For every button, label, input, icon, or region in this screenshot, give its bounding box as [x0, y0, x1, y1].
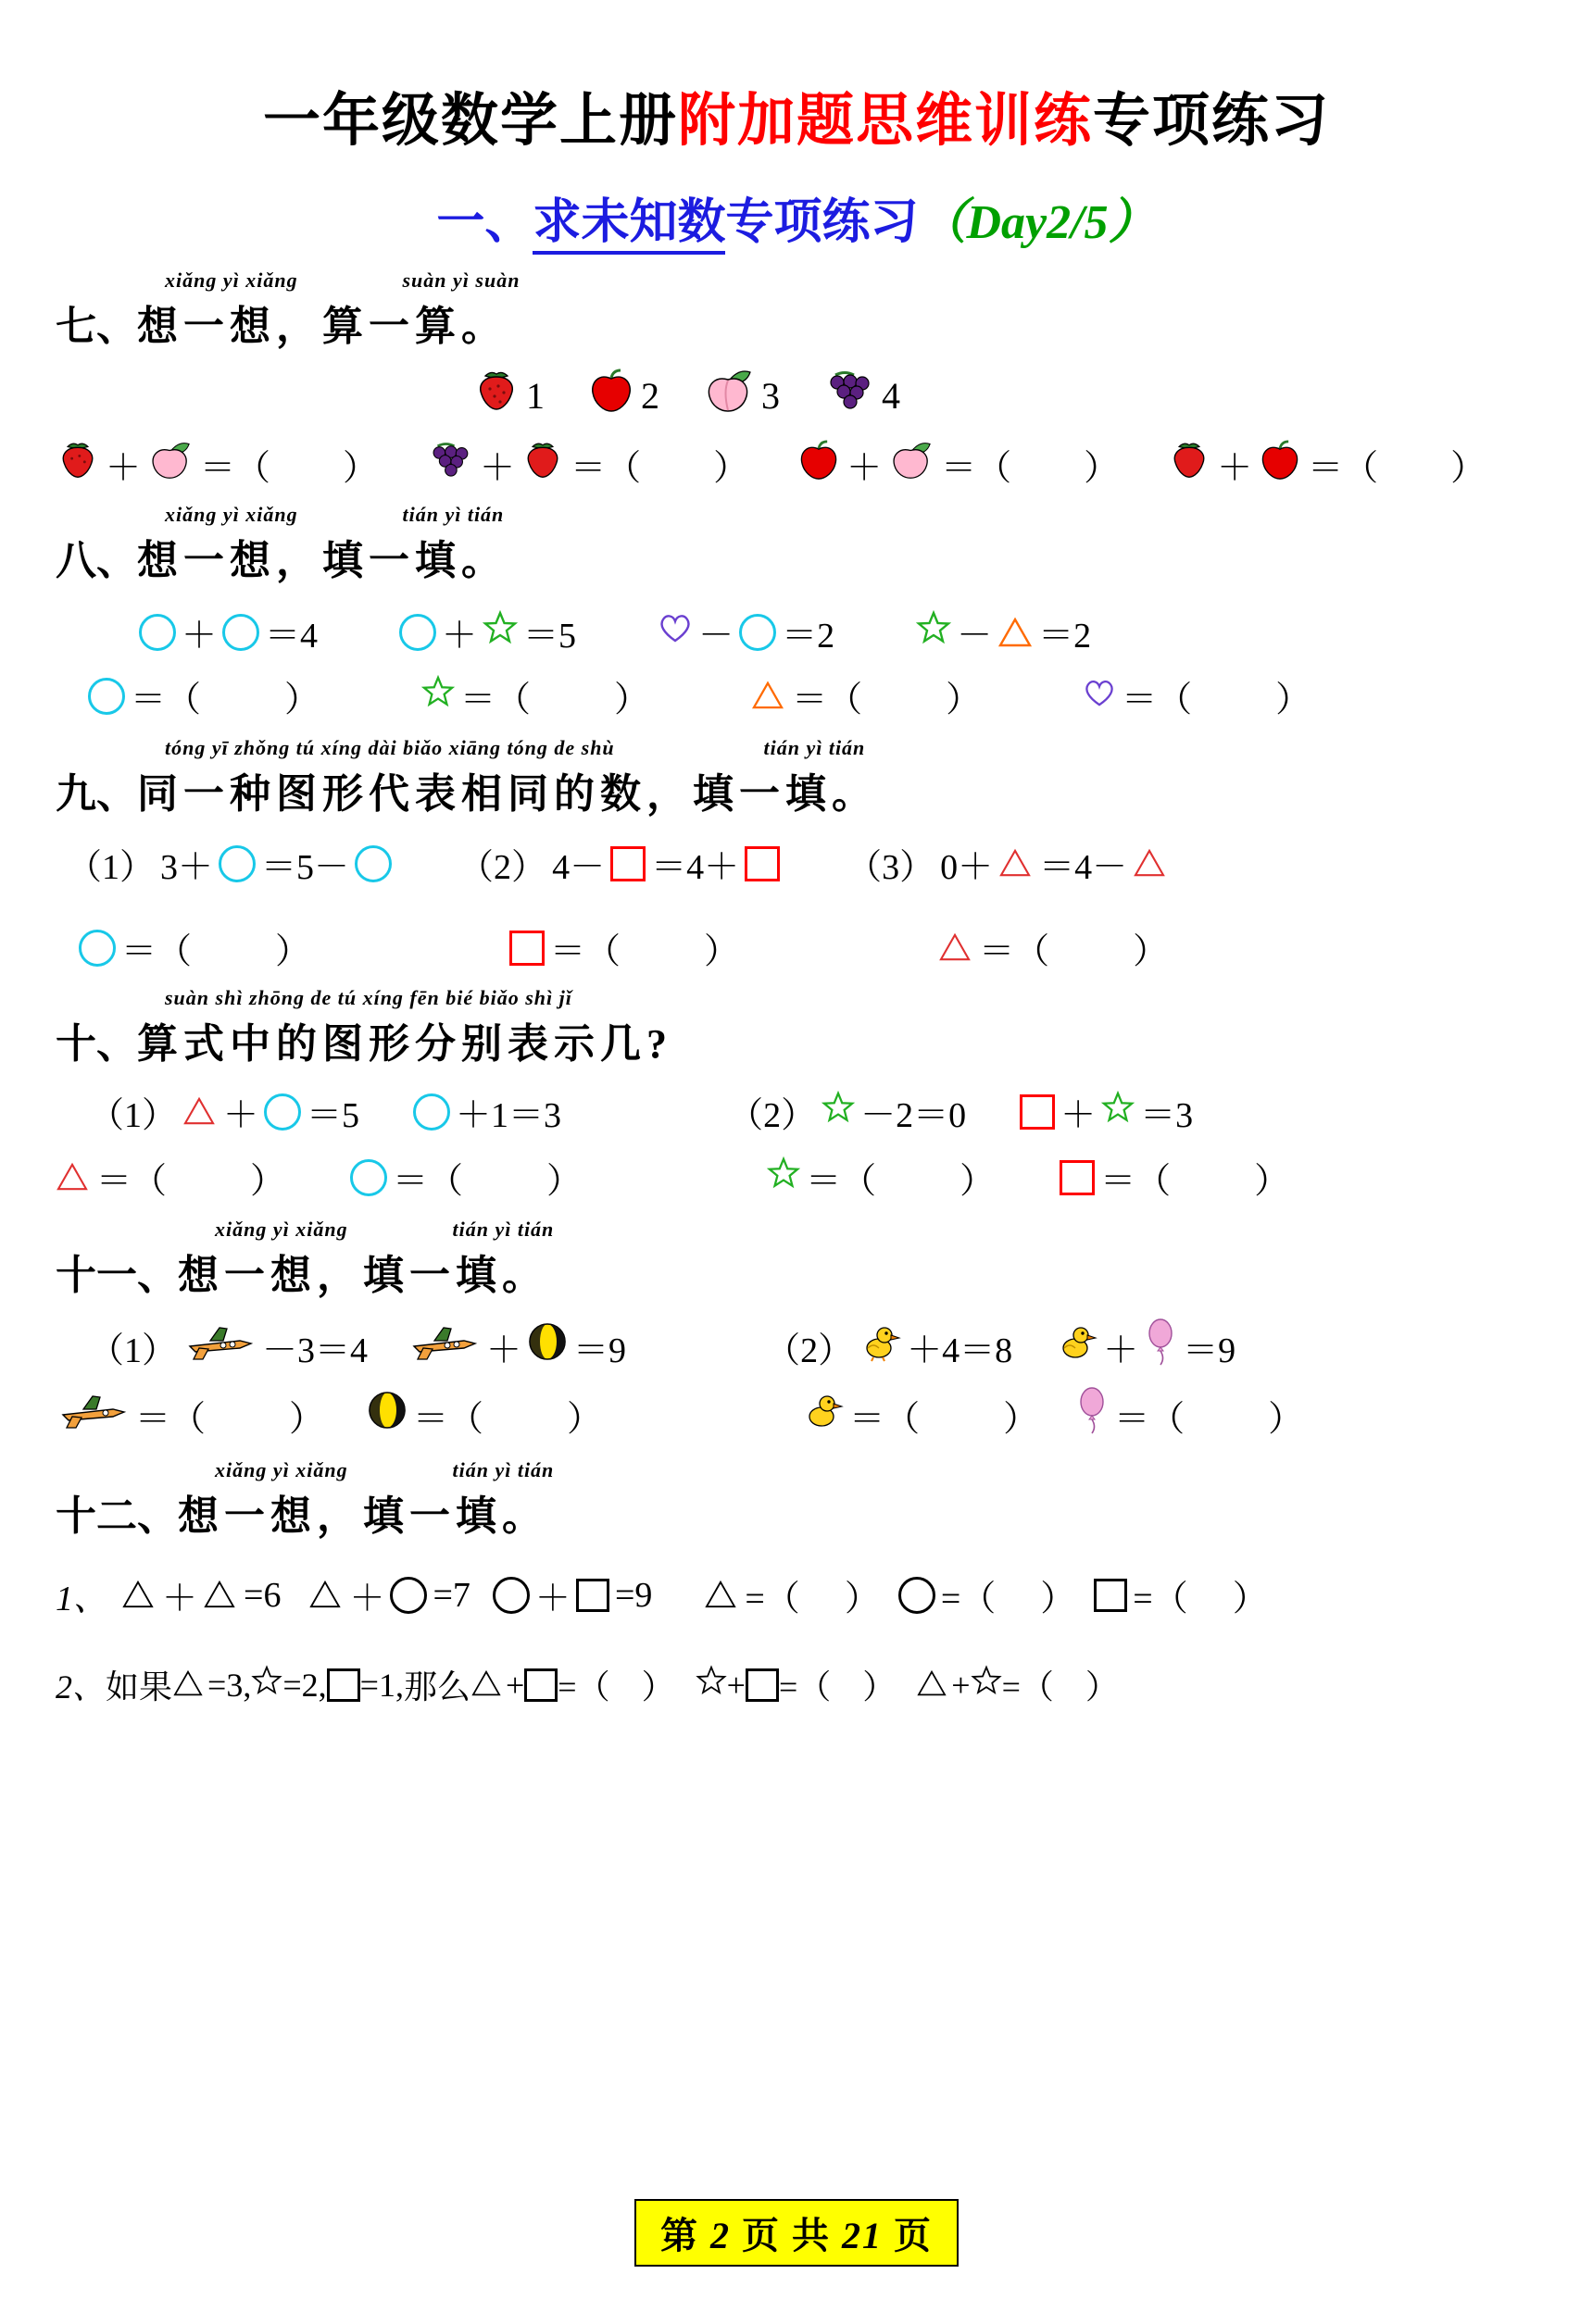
- plane-icon: [407, 1320, 481, 1372]
- pinyin-row-8: [165, 503, 1593, 529]
- problem-7-1[interactable]: [56, 439, 378, 490]
- circle-shape: [493, 1577, 530, 1614]
- square-shape: [1094, 1579, 1127, 1612]
- problem-11-4: ＋ ＝9: [1055, 1318, 1236, 1375]
- heart-shape: [658, 612, 693, 653]
- duck-icon: [1055, 1320, 1098, 1372]
- square-shape: [1020, 1094, 1055, 1130]
- section-9-answers: [79, 922, 1593, 973]
- square-shape: [610, 846, 646, 881]
- problem-9-2: [458, 838, 780, 889]
- equation-8-4: － ＝2: [916, 606, 1091, 657]
- answer-10-4[interactable]: ＝（ ）: [1060, 1152, 1289, 1203]
- pinyin-row-7: [165, 269, 1593, 294]
- square-shape: [1060, 1160, 1095, 1195]
- subtitle-underlined: 求未知数: [533, 196, 725, 255]
- equation-8-2: ＋ ＝5: [399, 606, 576, 657]
- page-subtitle: [0, 182, 1593, 252]
- triangle-shape: [470, 1669, 506, 1701]
- pinyin-row-11: [215, 1218, 1593, 1243]
- strawberry-icon: [472, 369, 521, 421]
- heart-shape: [1083, 676, 1116, 717]
- strawberry-icon: [56, 441, 100, 489]
- peach-icon: [146, 441, 194, 489]
- q2-ans-1[interactable]: =（ ）: [558, 1668, 675, 1706]
- square-shape: [745, 846, 780, 881]
- triangle-shape: [916, 1669, 951, 1701]
- problem-11-1-rest: －3＝4: [262, 1331, 369, 1370]
- problem-10-3-label: （2）: [728, 1096, 817, 1135]
- section-7-heading: [56, 293, 1593, 352]
- problem-9-2-mid: ＝4＋: [651, 848, 740, 887]
- section-12-heading: [56, 1482, 1593, 1542]
- section-10-heading: [56, 1010, 1593, 1069]
- section-10-index: 十、: [56, 1021, 137, 1067]
- section-9-title: 同一种图形代表相同的数，填一填。: [137, 771, 878, 817]
- section-9-problems: [67, 838, 1593, 889]
- star-shape: [251, 1665, 282, 1705]
- circle-shape: [219, 845, 256, 882]
- equation-8-1: ＋ ＝4: [139, 606, 318, 657]
- pinyin-11-2: tián yì tián: [452, 1218, 555, 1241]
- circle-shape: [79, 930, 116, 967]
- answer-10-3[interactable]: ＝（ ）: [767, 1152, 995, 1203]
- section-8-title: 想一想，填一填。: [137, 538, 508, 583]
- problem-9-3: [847, 838, 1168, 889]
- duck-icon: [859, 1320, 901, 1372]
- star-shape: [1101, 1091, 1135, 1133]
- section-7-legend: [472, 369, 1593, 422]
- section-10-answers: [56, 1152, 1593, 1203]
- section-7-index: 七、: [56, 304, 137, 349]
- square-shape: [509, 931, 545, 966]
- section-11-heading: [56, 1242, 1593, 1301]
- op-plus: ＋: [847, 449, 883, 488]
- pinyin-8-1: xiǎng yì xiǎng: [165, 503, 298, 526]
- section-7-problems: [56, 439, 1593, 490]
- pinyin-11-1: xiǎng yì xiǎng: [215, 1218, 348, 1241]
- peach-icon: [702, 369, 756, 422]
- section-11-index: 十一、: [56, 1253, 178, 1298]
- ball-icon: [367, 1390, 408, 1440]
- section-9-index: 九、: [56, 771, 137, 817]
- section-8-heading: [56, 527, 1593, 586]
- section-12-q1: [56, 1569, 1593, 1620]
- q2-op-1: +: [505, 1666, 525, 1704]
- section-8-answers: [88, 670, 1593, 721]
- q1-ans-2[interactable]: =（ ）: [898, 1569, 1075, 1620]
- q2-ans-2[interactable]: =（ ）: [778, 1668, 897, 1706]
- pinyin-8-2: tián yì tián: [402, 503, 505, 526]
- apple-icon: [796, 440, 841, 490]
- answer-9-2[interactable]: ＝（ ）: [509, 922, 739, 973]
- section-12-title: 想一想，填一填。: [178, 1493, 548, 1539]
- square-shape: [524, 1668, 558, 1702]
- square-shape: [327, 1668, 360, 1702]
- section-7-title: 想一想，算一算。: [137, 304, 508, 349]
- triangle-shape: [308, 1580, 344, 1611]
- problem-9-1-mid: ＝5－: [261, 848, 350, 887]
- circle-shape: [139, 614, 176, 651]
- section-11-equations: [89, 1318, 1593, 1375]
- circle-shape: [413, 1093, 450, 1131]
- star-shape: [421, 675, 455, 718]
- answer-8-2[interactable]: ＝（ ）: [421, 670, 649, 721]
- problem-7-4[interactable]: [1167, 439, 1486, 490]
- problem-10-3: [728, 1086, 966, 1137]
- answer-9-1[interactable]: ＝（ ）: [79, 922, 310, 973]
- duck-icon: [801, 1389, 844, 1441]
- strawberry-icon: [1167, 441, 1211, 489]
- triangle-shape: [172, 1669, 207, 1701]
- problem-10-4: ＋ ＝3: [1020, 1086, 1193, 1137]
- triangle-shape: [997, 617, 1033, 648]
- pinyin-12-1: xiǎng yì xiǎng: [215, 1458, 348, 1481]
- section-12: [56, 1458, 1593, 1542]
- q2-ans-3[interactable]: =（ ）: [1001, 1668, 1119, 1706]
- pinyin-7-2: suàn yì suàn: [402, 269, 521, 292]
- balloon-icon: [1075, 1386, 1109, 1443]
- triangle-shape: [938, 932, 973, 964]
- section-7: [56, 269, 1593, 352]
- legend-value-grapes: 4: [882, 374, 900, 417]
- op-plus: ＋: [349, 1580, 385, 1618]
- pinyin-row-9: [165, 736, 1593, 762]
- problem-11-3: [765, 1320, 1012, 1372]
- pinyin-12-2: tián yì tián: [452, 1458, 555, 1481]
- q1-eq-2: [308, 1569, 470, 1620]
- answer-11-2[interactable]: ＝（ ）: [367, 1390, 602, 1441]
- footer-prefix: 第: [660, 2215, 699, 2256]
- answer-8-4[interactable]: ＝（ ）: [1083, 670, 1311, 721]
- circle-shape: [222, 614, 259, 651]
- q2-val-2: =2,: [282, 1666, 327, 1704]
- triangle-shape: [704, 1580, 739, 1611]
- equation-8-3: － ＝2: [658, 606, 834, 657]
- section-10-title: 算式中的图形分别表示几?: [137, 1021, 672, 1067]
- answer-11-4[interactable]: ＝（ ）: [1075, 1386, 1303, 1443]
- q1-eq-1-res: =6: [244, 1575, 282, 1615]
- strawberry-icon: [521, 441, 565, 489]
- legend-value-peach: 3: [761, 374, 780, 417]
- q1-number: 1、: [56, 1580, 109, 1618]
- plane-icon: [182, 1320, 257, 1372]
- q1-ans-1[interactable]: =（ ）: [704, 1569, 879, 1620]
- apple-icon: [587, 369, 635, 422]
- legend-value-strawberry: 1: [526, 374, 545, 417]
- star-shape: [483, 610, 518, 655]
- answer-blank-7-1[interactable]: ＝（ ）: [200, 449, 379, 488]
- answer-10-2[interactable]: ＝（ ）: [350, 1152, 582, 1203]
- problem-9-3-label: （3）: [847, 848, 935, 887]
- problem-9-1: [67, 838, 392, 889]
- triangle-shape: [56, 1162, 91, 1193]
- q2-val-1: =3,: [207, 1666, 252, 1704]
- legend-item-grapes: [822, 369, 900, 421]
- pinyin-7-1: xiǎng yì xiǎng: [165, 269, 298, 292]
- peach-icon: [887, 441, 935, 489]
- problem-10-3-rest: －2＝0: [860, 1096, 967, 1135]
- legend-item-apple: [587, 369, 659, 422]
- problem-10-1: （1） ＋ ＝5: [89, 1086, 359, 1137]
- circle-shape: [88, 678, 125, 715]
- pinyin-row-10: [165, 986, 1593, 1012]
- footer-total-pages: 21: [842, 2215, 883, 2256]
- answer-8-3[interactable]: ＝（ ）: [751, 670, 981, 721]
- problem-11-1: [89, 1320, 368, 1372]
- ball-icon: [527, 1321, 568, 1371]
- problem-9-3-mid: ＝4－: [1039, 848, 1128, 887]
- circle-shape: [350, 1159, 387, 1196]
- square-shape: [746, 1668, 779, 1702]
- footer-suffix: 页: [894, 2215, 933, 2256]
- square-shape: [576, 1579, 609, 1612]
- op-plus: ＋: [1217, 449, 1253, 488]
- subtitle-tail: 专项练习: [725, 196, 919, 249]
- worksheet-page: [0, 74, 1593, 2324]
- op-plus: ＋: [534, 1580, 571, 1618]
- grapes-icon: [822, 369, 876, 421]
- problem-9-2-label: （2）: [458, 848, 547, 887]
- q2-val-3: =1,: [359, 1666, 404, 1704]
- page-title: [0, 74, 1593, 156]
- star-shape: [696, 1665, 727, 1705]
- answer-10-1[interactable]: ＝（ ）: [56, 1152, 285, 1203]
- circle-shape: [264, 1093, 301, 1131]
- q2-op-3: +: [951, 1666, 971, 1704]
- section-11: [56, 1218, 1593, 1301]
- subtitle-index: 一、: [436, 196, 533, 249]
- plane-icon: [56, 1389, 130, 1441]
- triangle-shape: [203, 1580, 238, 1611]
- pinyin-10-1: suàn shì zhōng de tú xíng fēn bié biǎo shì jǐ: [165, 986, 572, 1009]
- answer-blank-7-4[interactable]: ＝（ ）: [1308, 449, 1486, 488]
- answer-blank-7-3[interactable]: ＝（ ）: [941, 449, 1120, 488]
- problem-7-2[interactable]: [426, 439, 748, 490]
- answer-11-3[interactable]: ＝（ ）: [801, 1389, 1038, 1441]
- q1-eq-2-res: =7: [433, 1575, 470, 1615]
- q1-eq-3-res: =9: [614, 1575, 653, 1615]
- star-shape: [767, 1156, 800, 1199]
- op-plus: ＋: [162, 1580, 198, 1618]
- title-part-2: 附加题思维训练: [677, 90, 1093, 153]
- page-footer: [634, 2199, 959, 2267]
- section-10: [56, 986, 1593, 1069]
- answer-8-1[interactable]: ＝（ ）: [88, 670, 320, 721]
- problem-9-1-label: （1）: [67, 848, 156, 887]
- balloon-icon: [1144, 1318, 1177, 1375]
- title-part-1: 一年级数学上册: [262, 90, 678, 153]
- pinyin-9-2: tián yì tián: [763, 736, 866, 759]
- section-11-answers: [56, 1386, 1593, 1443]
- problem-11-1-label: （1）: [89, 1331, 178, 1370]
- circle-shape: [355, 845, 392, 882]
- triangle-shape: [998, 848, 1034, 880]
- grapes-icon: [426, 441, 474, 489]
- answer-11-1[interactable]: ＝（ ）: [56, 1389, 324, 1441]
- section-8: [56, 503, 1593, 586]
- subtitle-day: （Day2/5）: [918, 196, 1157, 249]
- q2-number: 2、: [56, 1668, 107, 1706]
- answer-blank-7-2[interactable]: ＝（ ）: [571, 449, 749, 488]
- q2-op-2: +: [726, 1666, 746, 1704]
- circle-shape: [898, 1577, 935, 1614]
- op-plus: ＋: [480, 449, 516, 488]
- problem-7-3[interactable]: [796, 439, 1119, 490]
- section-12-index: 十二、: [56, 1493, 178, 1539]
- triangle-shape: [121, 1580, 157, 1611]
- section-8-index: 八、: [56, 538, 137, 583]
- section-12-q2: [56, 1661, 1593, 1708]
- problem-9-3-left: 0＋: [940, 848, 994, 887]
- problem-10-2-rest: ＋1＝3: [456, 1096, 562, 1135]
- q2-text-if: 如果: [106, 1668, 173, 1706]
- op-plus: ＋: [106, 449, 142, 488]
- triangle-shape: [1133, 848, 1168, 880]
- section-9: [56, 736, 1593, 819]
- section-10-equations: [89, 1086, 1593, 1137]
- star-shape: [971, 1665, 1002, 1705]
- circle-shape: [390, 1577, 427, 1614]
- problem-11-3-label: （2）: [765, 1331, 854, 1370]
- apple-icon: [1258, 440, 1302, 490]
- legend-value-apple: 2: [641, 374, 659, 417]
- q1-eq-1: [121, 1569, 281, 1620]
- q2-text-then: 那么: [403, 1668, 470, 1706]
- star-shape: [822, 1091, 855, 1133]
- q1-ans-3[interactable]: =（ ）: [1094, 1569, 1267, 1620]
- section-8-equations: [139, 606, 1593, 657]
- footer-page-number: 2: [710, 2215, 731, 2256]
- circle-shape: [399, 614, 436, 651]
- triangle-shape: [182, 1096, 218, 1128]
- title-part-3: 专项练习: [1093, 90, 1331, 153]
- legend-item-strawberry: [472, 369, 545, 421]
- problem-11-2: ＋ ＝9: [407, 1320, 626, 1372]
- q1-eq-3: [493, 1569, 652, 1620]
- section-11-title: 想一想，填一填。: [178, 1253, 548, 1298]
- star-shape: [916, 610, 951, 655]
- footer-mid: 页 共: [742, 2215, 831, 2256]
- problem-10-2: [413, 1086, 561, 1137]
- problem-9-1-left: 3＋: [160, 848, 214, 887]
- problem-9-2-left: 4－: [552, 848, 606, 887]
- triangle-shape: [751, 681, 786, 712]
- problem-11-3-rest: ＋4＝8: [907, 1331, 1013, 1370]
- circle-shape: [739, 614, 776, 651]
- section-9-heading: [56, 760, 1593, 819]
- pinyin-row-12: [215, 1458, 1593, 1484]
- problem-10-1-label: （1）: [89, 1096, 178, 1135]
- pinyin-9-1: tóng yī zhǒng tú xíng dài biǎo xiāng tóng de shù: [165, 736, 615, 759]
- legend-item-peach: [702, 369, 780, 422]
- answer-9-3[interactable]: ＝（ ）: [938, 922, 1168, 973]
